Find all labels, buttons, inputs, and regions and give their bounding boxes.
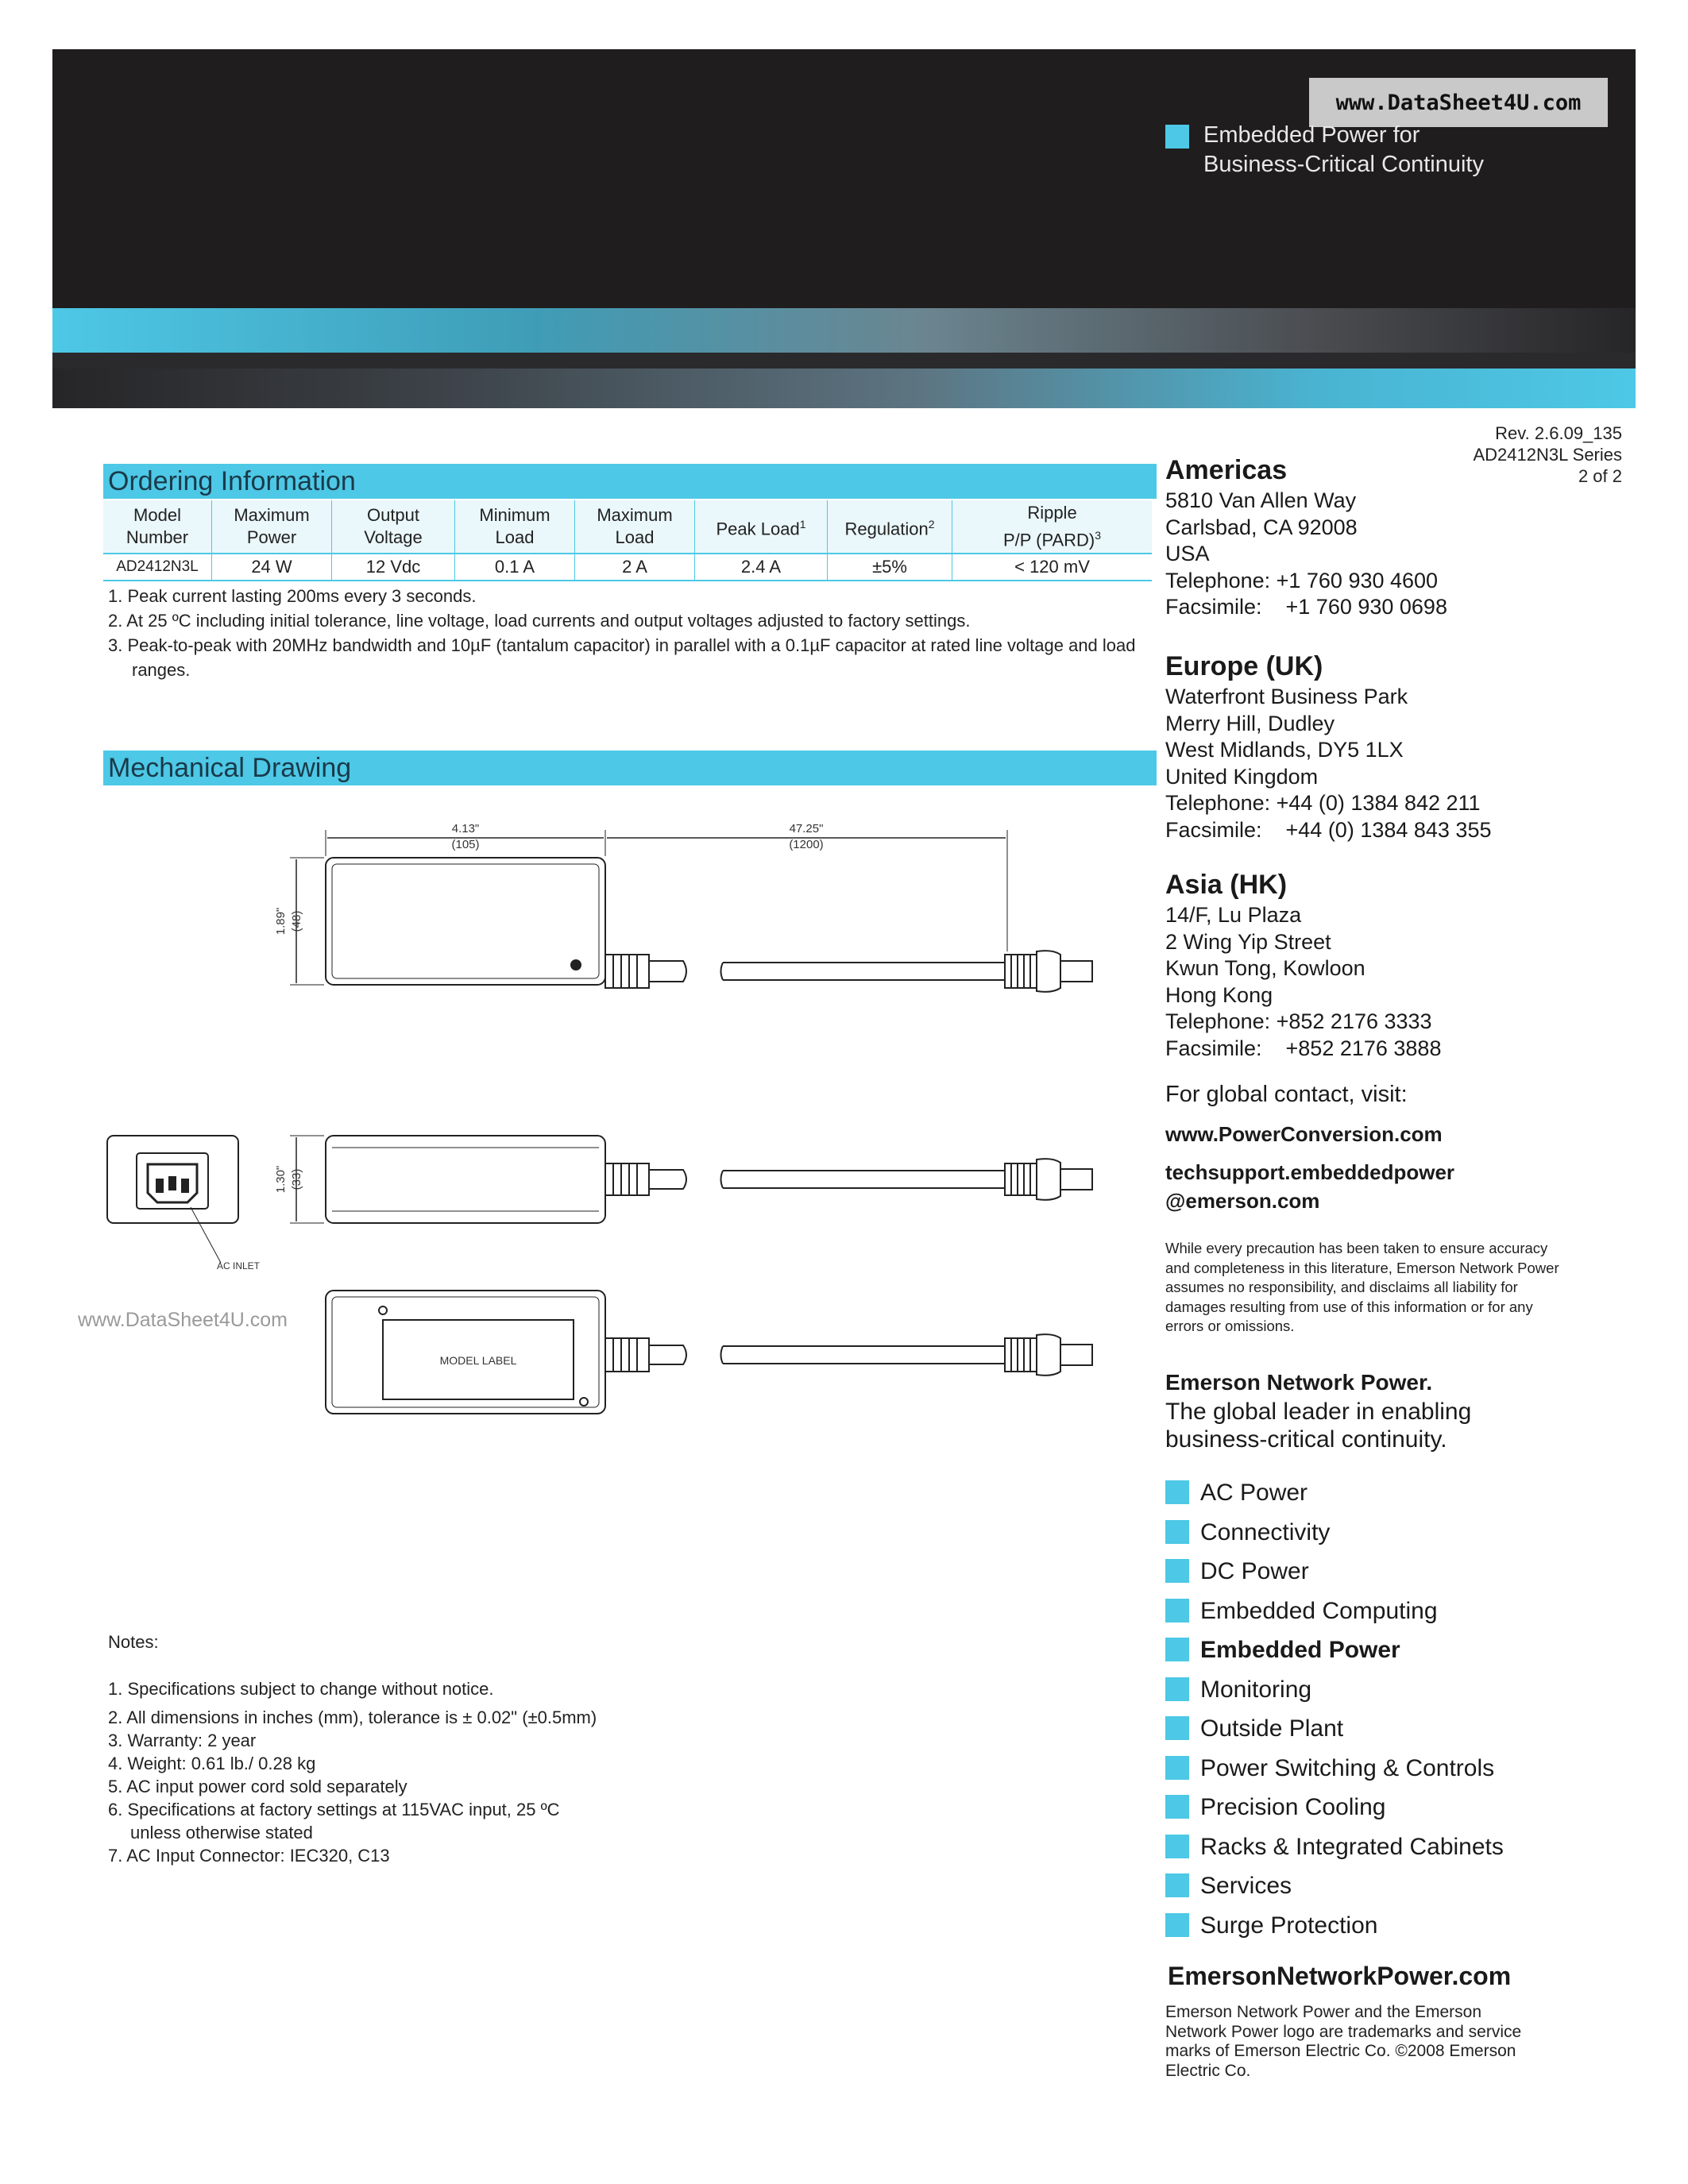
square-bullet-icon <box>1165 1795 1189 1819</box>
region-address: Waterfront Business Park Merry Hill, Dudley West Midlands, DY5 1LX United Kingdom Telephone: +44 (0) 1384 842 211 Facsimile: +44 (0) 1384 843 355 <box>1165 685 1492 842</box>
dim-cable-mm: (1200) <box>789 838 824 851</box>
top-view <box>290 830 1092 992</box>
table-cell: AD2412N3L <box>103 554 212 581</box>
table-cell: 2 A <box>575 554 695 581</box>
region-title: Asia (HK) <box>1165 870 1288 900</box>
adapter-body-side <box>326 1136 605 1223</box>
square-bullet-icon <box>1165 1599 1189 1623</box>
notes-title: Notes: <box>108 1632 159 1652</box>
ac-inlet-leader <box>191 1207 221 1263</box>
dim-width-mm: (48) <box>290 910 303 932</box>
square-bullet-icon <box>1165 1520 1189 1544</box>
header-stripe <box>52 308 1636 353</box>
disclaimer: While every precaution has been taken to ensure accuracy and completeness in this literature, Emerson Network Power assumes no responsibility, and disclaims all liability for damages resulting from use of this information or for any errors or omissions. <box>1165 1240 1559 1334</box>
product-list <box>1165 1479 1504 1951</box>
adapter-body-inner <box>332 864 599 978</box>
note-item: 4. Weight: 0.61 lb./ 0.28 kg <box>108 1754 316 1773</box>
header-stripe-dark <box>52 353 1636 369</box>
brand-name: Emerson Network Power. <box>1165 1370 1433 1395</box>
region-title: Americas <box>1165 455 1288 485</box>
side-view <box>290 1136 1092 1223</box>
strain-relief <box>605 955 649 988</box>
list-item: AC Power <box>1165 1479 1504 1518</box>
footnote: 3. Peak-to-peak with 20MHz bandwidth and 10µF (tantalum capacitor) in parallel with a 0.1µF capacitor at rated line voltage and load ranges. <box>108 635 1136 680</box>
series-name: AD2412N3L Series <box>1473 445 1622 465</box>
notes-list <box>108 1677 597 1867</box>
square-bullet-icon <box>1165 1756 1189 1780</box>
list-item: Embedded Computing <box>1165 1597 1504 1637</box>
square-bullet-icon <box>1165 1716 1189 1740</box>
note-item: 1. Specifications subject to change without notice. <box>108 1679 494 1699</box>
end-view <box>107 1136 238 1263</box>
list-item: Power Switching & Controls <box>1165 1754 1504 1794</box>
column-header: Peak Load$^1$ <box>695 500 828 554</box>
footnote: 1. Peak current lasting 200ms every 3 seconds. <box>108 586 477 606</box>
ordering-section-title: Ordering Information <box>103 464 1157 499</box>
dim-height-in: 1.30" <box>274 1165 288 1194</box>
model-label-text: MODEL LABEL <box>439 1354 517 1367</box>
dc-cable <box>721 1346 1006 1364</box>
dc-cable <box>721 1171 1006 1188</box>
mechanical-drawing <box>71 818 1168 1453</box>
square-bullet-icon <box>1165 1835 1189 1858</box>
square-bullet-icon <box>1165 1638 1189 1661</box>
square-bullet-icon <box>1165 1559 1189 1583</box>
footnote: 2. At 25 ºC including initial tolerance, line voltage, load currents and output voltages adjusted to factory settings. <box>108 611 971 631</box>
column-header: Model Number <box>103 500 212 554</box>
dim-length-mm: (105) <box>451 838 480 851</box>
table-cell: 12 Vdc <box>332 554 455 581</box>
table-cell: ±5% <box>828 554 952 581</box>
dim-width-in: 1.89" <box>274 907 288 936</box>
list-item: Embedded Power <box>1165 1636 1504 1676</box>
list-item: Racks & Integrated Cabinets <box>1165 1833 1504 1873</box>
contact-europe <box>1165 649 1491 843</box>
header-stripe <box>52 369 1636 408</box>
table-row <box>103 554 1152 581</box>
ordering-table <box>103 500 1152 581</box>
list-item: Precision Cooling <box>1165 1793 1504 1833</box>
led-indicator <box>571 960 581 970</box>
column-header: Maximum Load <box>575 500 695 554</box>
tagline-square-icon <box>1165 125 1189 149</box>
table-cell: < 120 mV <box>952 554 1153 581</box>
note-item: 6. Specifications at factory settings at 115VAC input, 25 ºC unless otherwise stated <box>108 1800 560 1843</box>
column-header: Output Voltage <box>332 500 455 554</box>
mechanical-section-title: Mechanical Drawing <box>103 751 1157 785</box>
list-item: Outside Plant <box>1165 1715 1504 1754</box>
tagline-line: Business-Critical Continuity <box>1203 152 1484 177</box>
list-item: Monitoring <box>1165 1676 1504 1715</box>
table-cell: 2.4 A <box>695 554 828 581</box>
list-item: DC Power <box>1165 1557 1504 1597</box>
list-item: Services <box>1165 1872 1504 1912</box>
list-item: Connectivity <box>1165 1518 1504 1558</box>
column-header: Regulation$^2$ <box>828 500 952 554</box>
tagline-line: Embedded Power for <box>1203 122 1420 148</box>
dc-plug-grip <box>1005 955 1037 988</box>
adapter-body-top <box>326 858 605 985</box>
list-item: Surge Protection <box>1165 1912 1504 1951</box>
support-email-link[interactable]: techsupport.embeddedpower @emerson.com <box>1165 1160 1455 1213</box>
ac-inlet-label: AC INLET <box>216 1260 261 1271</box>
region-address: 14/F, Lu Plaza 2 Wing Yip Street Kwun Tong, Kowloon Hong Kong Telephone: +852 2176 3333 Facsimile: +852 2176 3888 <box>1165 903 1442 1060</box>
trademark-notice: Emerson Network Power and the Emerson Network Power logo are trademarks and service marks of Emerson Electric Co. ©2008 Emerson Electric Co. <box>1165 2003 1522 2080</box>
bottom-view <box>326 1291 1092 1414</box>
watermark-text: www.DataSheet4U.com <box>78 1309 288 1331</box>
column-header: Minimum Load <box>455 500 575 554</box>
header-tagline <box>1203 121 1537 179</box>
column-header: Maximum Power <box>212 500 332 554</box>
square-bullet-icon <box>1165 1913 1189 1937</box>
region-address: 5810 Van Allen Way Carlsbad, CA 92008 USA Telephone: +1 760 930 4600 Facsimile: +1 760 930 0698 <box>1165 488 1447 619</box>
revision: Rev. 2.6.09_135 <box>1495 423 1622 443</box>
global-contact-prompt: For global contact, visit: <box>1165 1082 1408 1107</box>
square-bullet-icon <box>1165 1677 1189 1701</box>
contact-americas <box>1165 453 1447 621</box>
document-meta <box>1473 423 1622 487</box>
dim-length-in: 4.13" <box>451 822 480 835</box>
website-link[interactable]: EmersonNetworkPower.com <box>1168 1962 1512 1990</box>
column-header: Ripple P/P (PARD)$^3$ <box>952 500 1153 554</box>
dim-height-mm: (33) <box>290 1168 303 1190</box>
dc-cable <box>721 963 1006 980</box>
region-title: Europe (UK) <box>1165 651 1323 681</box>
square-bullet-icon <box>1165 1480 1189 1504</box>
note-item: 3. Warranty: 2 year <box>108 1731 257 1750</box>
note-item: 2. All dimensions in inches (mm), tolerance is ± 0.02" (±0.5mm) <box>108 1707 597 1727</box>
dc-plug-tip <box>1060 961 1092 982</box>
note-item: 5. AC input power cord sold separately <box>108 1777 408 1796</box>
contact-asia <box>1165 867 1441 1062</box>
power-conversion-link[interactable]: www.PowerConversion.com <box>1165 1122 1443 1146</box>
table-cell: 0.1 A <box>455 554 575 581</box>
table-header-row <box>103 500 1152 554</box>
square-bullet-icon <box>1165 1873 1189 1897</box>
note-item: 7. AC Input Connector: IEC320, C13 <box>108 1846 390 1866</box>
dim-cable-in: 47.25" <box>789 822 824 835</box>
table-cell: 24 W <box>212 554 332 581</box>
page-number: 2 of 2 <box>1578 466 1622 486</box>
watermark-badge[interactable]: www.DataSheet4U.com <box>1309 78 1608 127</box>
adapter-body-bottom <box>326 1291 605 1414</box>
ordering-footnotes <box>108 584 1165 682</box>
brand-tagline: The global leader in enabling business-critical continuity. <box>1165 1399 1472 1453</box>
